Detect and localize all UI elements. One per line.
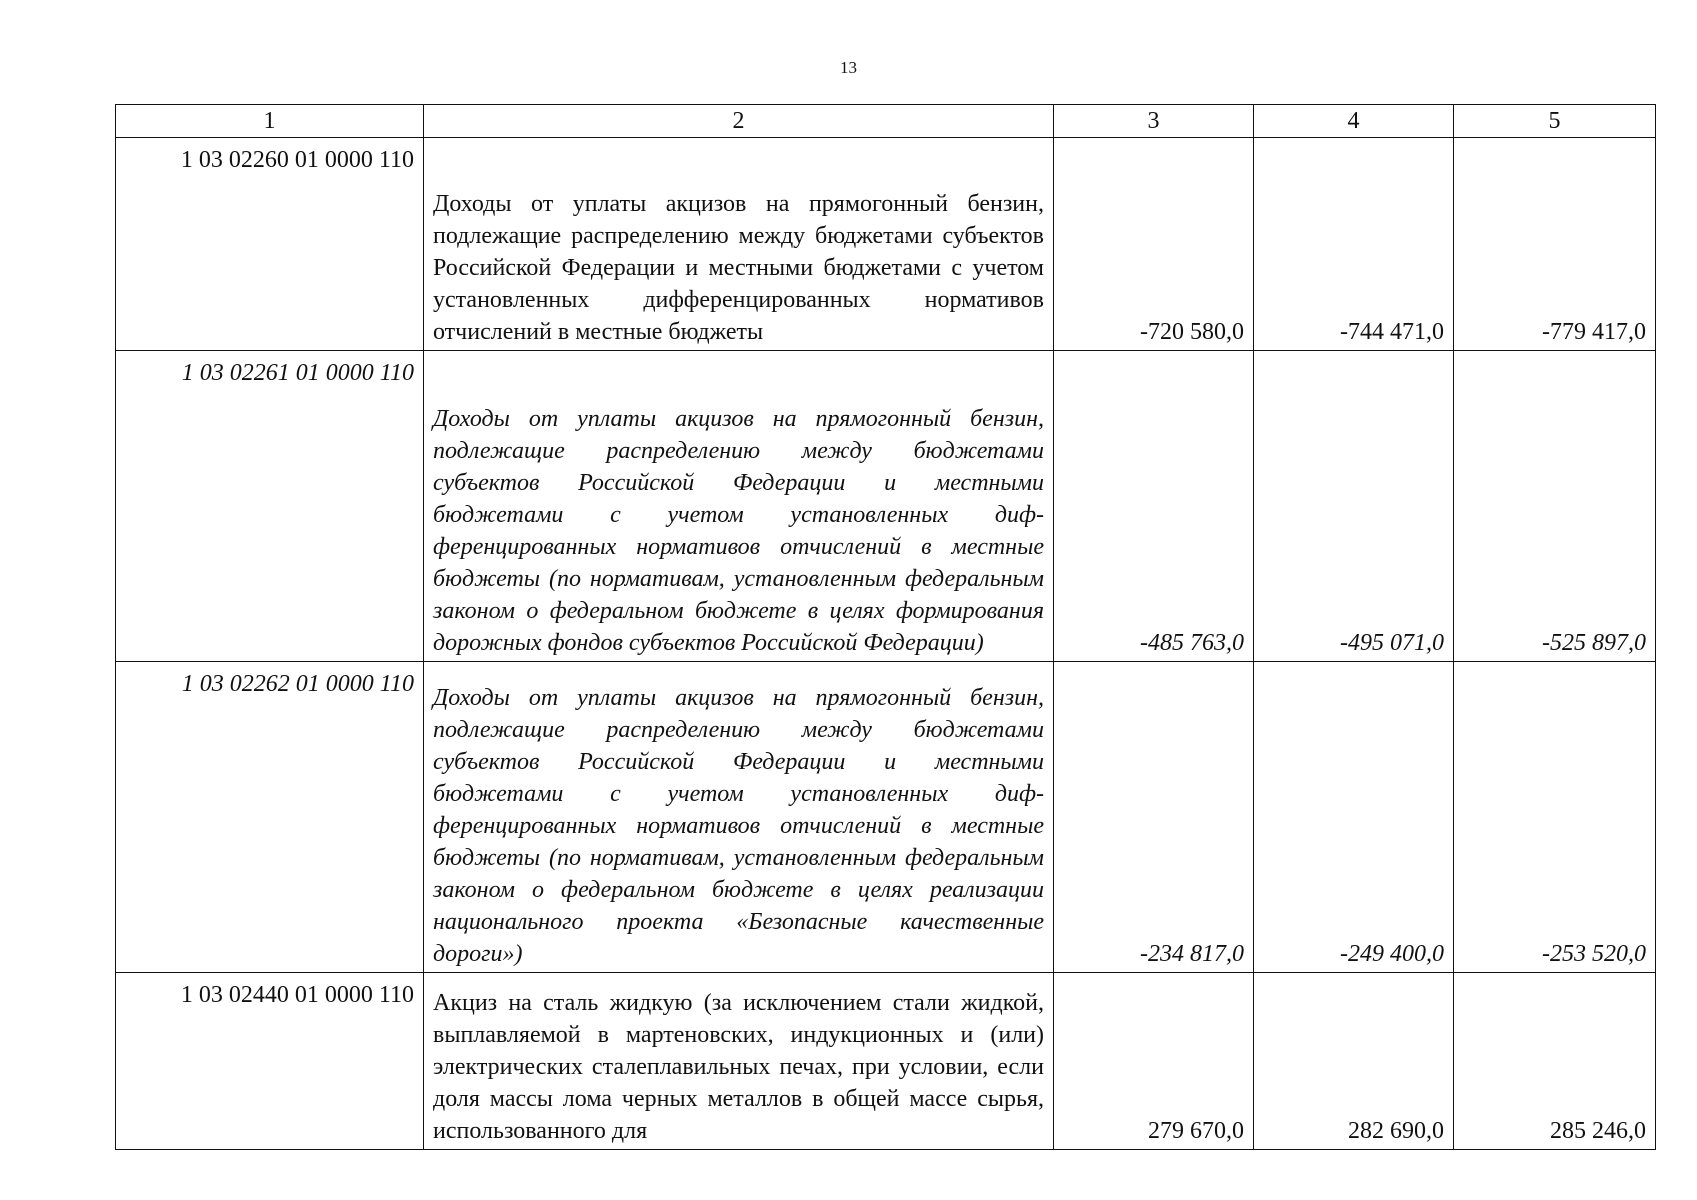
value-col5-cell: 285 246,0 [1454, 973, 1656, 1150]
value-col4-cell: -495 071,0 [1254, 351, 1454, 662]
table-row [116, 351, 1656, 662]
description-cell: Акциз на сталь жидкую (за исключением стали жидкой, выплавляемой в мартеновских, индукционных и (или) электрических сталеплавильных печах, при условии, если доля массы лома черных металлов в общей массе сырья, использованного для [424, 973, 1054, 1150]
description-cell: Доходы от уплаты акцизов на прямогонный бензин, подлежащие распределению между бюджетами субъектов Российской Федерации и местными бюджетами с учетом установленных дифференцированных нормативов отчислений в местные бюджеты (по нормативам, установленным федеральным законом о федеральном бюджете в целях реализации национального проекта «Безопасные качественные дороги») [424, 662, 1054, 973]
value-col4-cell: 282 690,0 [1254, 973, 1454, 1150]
table-row [116, 662, 1656, 973]
column-header-5: 5 [1454, 105, 1656, 138]
budget-code-cell: 1 03 02262 01 0000 110 [116, 662, 424, 973]
value-col5-cell: -525 897,0 [1454, 351, 1656, 662]
column-header-2: 2 [424, 105, 1054, 138]
value-col4-cell: -744 471,0 [1254, 138, 1454, 351]
page-number: 13 [840, 58, 857, 77]
column-header-3: 3 [1054, 105, 1254, 138]
budget-table [115, 104, 1656, 1150]
value-col3-cell: -234 817,0 [1054, 662, 1254, 973]
value-col3-cell: 279 670,0 [1054, 973, 1254, 1150]
value-col3-cell: -720 580,0 [1054, 138, 1254, 351]
budget-code-cell: 1 03 02440 01 0000 110 [116, 973, 424, 1150]
value-col3-cell: -485 763,0 [1054, 351, 1254, 662]
budget-code-cell: 1 03 02261 01 0000 110 [116, 351, 424, 662]
table-row [116, 138, 1656, 351]
table-row [116, 973, 1656, 1150]
value-col5-cell: -779 417,0 [1454, 138, 1656, 351]
description-cell: Доходы от уплаты акцизов на прямогонный бензин, подлежащие распределению между бюджетами субъектов Российской Федерации и местными бюджетами с учетом установленных дифференцированных нормативов отчислений в местные бюджеты [424, 138, 1054, 351]
column-header-1: 1 [116, 105, 424, 138]
table-header-row [116, 105, 1656, 138]
value-col4-cell: -249 400,0 [1254, 662, 1454, 973]
budget-code-cell: 1 03 02260 01 0000 110 [116, 138, 424, 351]
description-cell: Доходы от уплаты акцизов на прямогонный бензин, подлежащие распределению между бюджетами субъектов Российской Федерации и местными бюджетами с учетом установленных дифференцированных нормативов отчислений в местные бюджеты (по нормативам, установленным федеральным законом о федеральном бюджете в целях формирования дорожных фондов субъектов Российской Федерации) [424, 351, 1054, 662]
column-header-4: 4 [1254, 105, 1454, 138]
value-col5-cell: -253 520,0 [1454, 662, 1656, 973]
